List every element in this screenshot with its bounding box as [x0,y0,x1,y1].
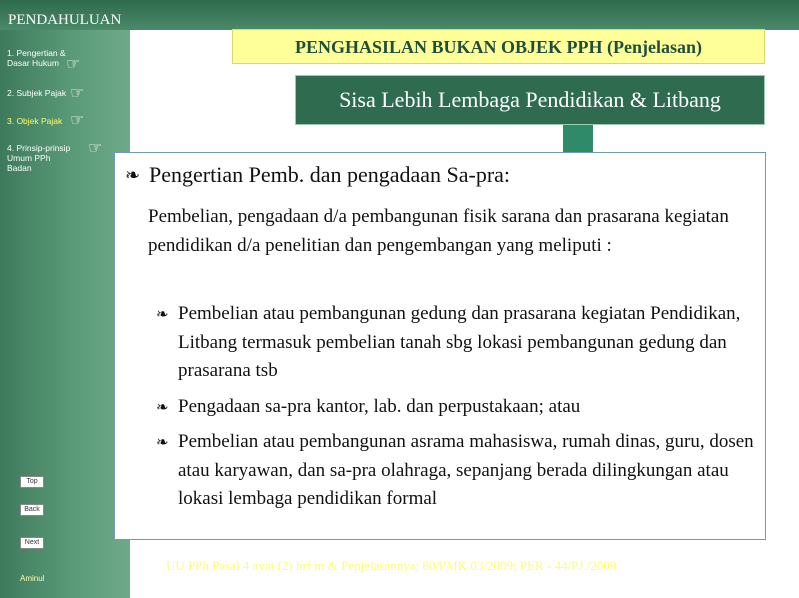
back-button[interactable]: Back [20,504,44,516]
connector-block [563,125,593,155]
bullet-icon: ❧ [156,305,169,323]
footer-reference: UU PPh Pasal 4 ayat (2) hrf m & Penjelasannya; 80/PMK.03/2009; PER - 44/PJ./2009 [166,558,617,573]
bullet-icon: ❧ [125,165,141,186]
sidebar-item-objek-pajak[interactable] [7,116,77,126]
pointing-hand-icon[interactable]: ☞ [88,138,103,157]
bullet-icon: ❧ [156,433,169,451]
sidebar-item-subjek-pajak[interactable] [7,88,77,98]
list-item: Pengadaan sa-pra kantor, lab. dan perpustakaan; atau [178,396,581,417]
slide-title: PENGHASILAN BUKAN OBJEK PPH (Penjelasan) [232,29,765,64]
bullet-icon: ❧ [156,398,169,416]
author-name: Aminul [20,574,45,583]
main-heading: Pengertian Pemb. dan pengadaan Sa-pra: [149,162,511,187]
sidebar-item-prinsip-umum[interactable] [7,143,77,173]
intro-paragraph: Pembelian, pengadaan d/a pembangunan fisik sarana dan prasarana kegiatan pendidikan d/a penelitian dan pengembangan yang meliputi : [148,206,729,256]
pointing-hand-icon[interactable]: ☞ [70,83,85,102]
sidebar-item-label: 3. Objek Pajak [7,116,63,126]
slide-subtitle: Sisa Lebih Lembaga Pendidikan & Litbang [295,75,765,125]
list-item: Pembelian atau pembangunan gedung dan prasarana kegiatan Pendidikan, Litbang termasuk pembelian tanah sbg lokasi pembangunan gedung dan prasarana tsb [178,303,741,381]
top-button[interactable]: Top [20,476,44,488]
sidebar-item-label: 1. Pengertian & Dasar Hukum [7,48,66,68]
section-label: PENDAHULUAN [8,12,122,28]
pointing-hand-icon[interactable]: ☞ [66,54,81,73]
sidebar-item-label: 4. Prinsip-prinsip Umum PPh Badan [7,143,71,173]
next-button[interactable]: Next [20,537,44,549]
sidebar-item-label: 2. Subjek Pajak [7,88,67,98]
pointing-hand-icon[interactable]: ☞ [70,110,85,129]
list-item: Pembelian atau pembangunan asrama mahasiswa, rumah dinas, guru, dosen atau karyawan, dan sa-pra olahraga, sepanjang berada dilingkungan atau lokasi lembaga pendidikan formal [178,431,754,509]
